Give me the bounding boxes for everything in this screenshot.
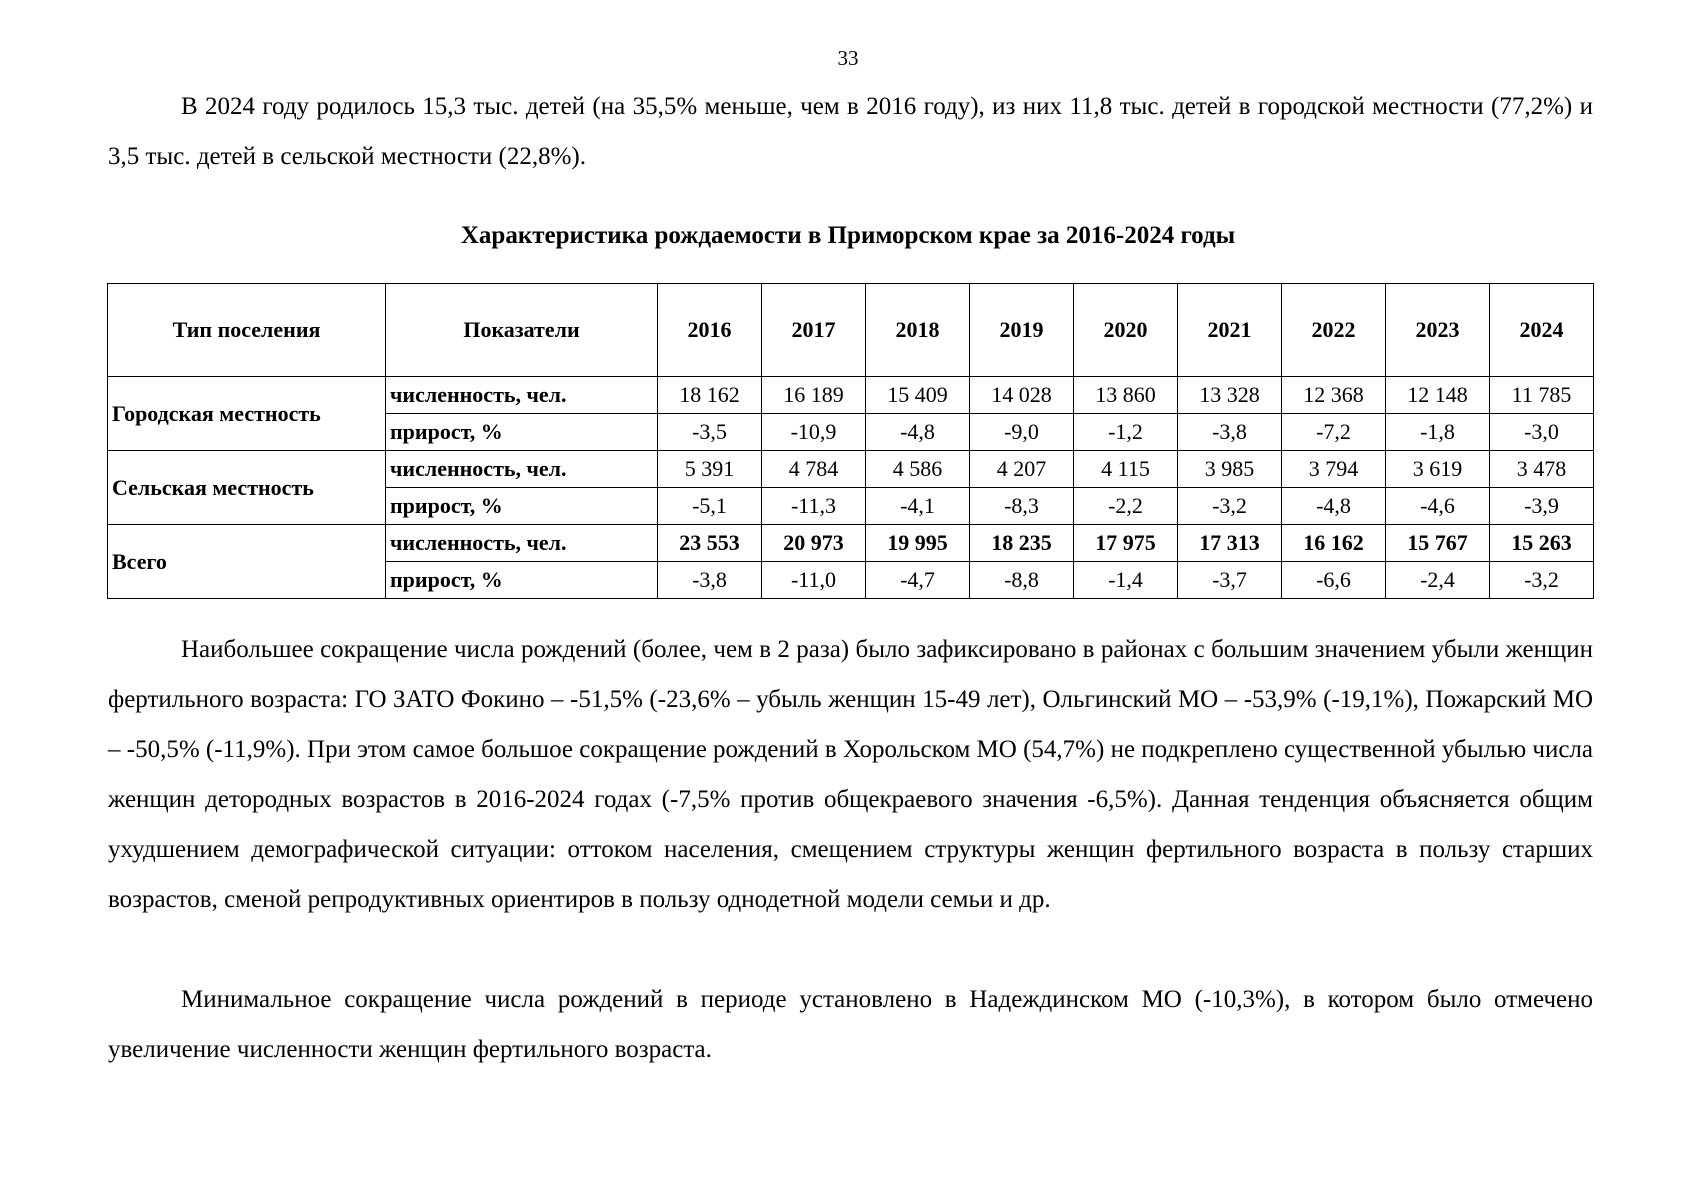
- indicator-growth: прирост, %: [386, 414, 658, 451]
- cell-value: 4 115: [1074, 451, 1178, 488]
- indicator-count: численность, чел.: [386, 377, 658, 414]
- cell-value: -10,9: [762, 414, 866, 451]
- header-year: 2019: [970, 284, 1074, 377]
- cell-value: 3 794: [1282, 451, 1386, 488]
- table-header-row: [108, 284, 1594, 377]
- table-row: [108, 451, 1594, 488]
- cell-value: -3,2: [1490, 562, 1594, 599]
- cell-value: 3 619: [1386, 451, 1490, 488]
- cell-value: 12 368: [1282, 377, 1386, 414]
- indicator-count: численность, чел.: [386, 525, 658, 562]
- header-settlement-type: Тип поселения: [108, 284, 386, 377]
- cell-value: -4,6: [1386, 488, 1490, 525]
- cell-value: 4 784: [762, 451, 866, 488]
- cell-value: -3,5: [658, 414, 762, 451]
- cell-value: -2,2: [1074, 488, 1178, 525]
- cell-value: 15 767: [1386, 525, 1490, 562]
- cell-value: -2,4: [1386, 562, 1490, 599]
- cell-value: 13 860: [1074, 377, 1178, 414]
- cell-value: -3,8: [1178, 414, 1282, 451]
- paragraph-births-2024: В 2024 году родилось 15,3 тыс. детей (на 35,5% меньше, чем в 2016 году), из них 11,8 тыс. детей в городской местности (77,2%) и 3,5 тыс. детей в сельской местности (22,8%).: [108, 93, 1593, 170]
- cell-value: -8,3: [970, 488, 1074, 525]
- cell-value: 16 189: [762, 377, 866, 414]
- cell-value: -4,1: [866, 488, 970, 525]
- header-indicator: Показатели: [386, 284, 658, 377]
- cell-value: 19 995: [866, 525, 970, 562]
- cell-value: 16 162: [1282, 525, 1386, 562]
- header-year: 2017: [762, 284, 866, 377]
- cell-value: 3 478: [1490, 451, 1594, 488]
- table-title: Характеристика рождаемости в Приморском крае за 2016-2024 годы: [460, 222, 1236, 249]
- cell-value: -3,9: [1490, 488, 1594, 525]
- cell-value: -11,3: [762, 488, 866, 525]
- cell-value: 23 553: [658, 525, 762, 562]
- header-year: 2024: [1490, 284, 1594, 377]
- header-year: 2023: [1386, 284, 1490, 377]
- header-year: 2020: [1074, 284, 1178, 377]
- cell-value: 4 586: [866, 451, 970, 488]
- settlement-type-urban: Городская местность: [108, 377, 386, 451]
- cell-value: -4,8: [1282, 488, 1386, 525]
- indicator-growth: прирост, %: [386, 488, 658, 525]
- header-year: 2016: [658, 284, 762, 377]
- cell-value: 5 391: [658, 451, 762, 488]
- cell-value: -1,2: [1074, 414, 1178, 451]
- paragraph-largest-decline: Наибольшее сокращение числа рождений (более, чем в 2 раза) было зафиксировано в районах с большим значением убыли женщин фертильного возраста: ГО ЗАТО Фокино – -51,5% (-23,6% – убыль женщин 15-49 лет), Ольгинский МО – -53,9% (-19,1%), Пожарский МО – -50,5% (-11,9%). При этом самое большое сокращение рождений в Хорольском МО (54,7%) не подкреплено существенной убылью числа женщин детородных возрастов в 2016-2024 годах (-7,5% против общекраевого значения -6,5%). Данная тенденция объясняется общим ухудшением демографической ситуации: оттоком населения, смещением структуры женщин фертильного возраста в пользу старших возрастов, сменой репродуктивных ориентиров в пользу однодетной модели семьи и др.: [108, 636, 1593, 913]
- cell-value: -8,8: [970, 562, 1074, 599]
- cell-value: -5,1: [658, 488, 762, 525]
- header-year: 2021: [1178, 284, 1282, 377]
- cell-value: 15 263: [1490, 525, 1594, 562]
- birth-rate-table: [107, 283, 1594, 599]
- cell-value: 17 313: [1178, 525, 1282, 562]
- cell-value: 14 028: [970, 377, 1074, 414]
- cell-value: -6,6: [1282, 562, 1386, 599]
- cell-value: 4 207: [970, 451, 1074, 488]
- cell-value: 17 975: [1074, 525, 1178, 562]
- cell-value: -3,2: [1178, 488, 1282, 525]
- indicator-count: численность, чел.: [386, 451, 658, 488]
- cell-value: 15 409: [866, 377, 970, 414]
- header-year: 2018: [866, 284, 970, 377]
- cell-value: -1,8: [1386, 414, 1490, 451]
- cell-value: 11 785: [1490, 377, 1594, 414]
- cell-value: -3,8: [658, 562, 762, 599]
- cell-value: 12 148: [1386, 377, 1490, 414]
- table-row: [108, 525, 1594, 562]
- cell-value: -1,4: [1074, 562, 1178, 599]
- cell-value: -3,7: [1178, 562, 1282, 599]
- cell-value: -3,0: [1490, 414, 1594, 451]
- indicator-growth: прирост, %: [386, 562, 658, 599]
- header-year: 2022: [1282, 284, 1386, 377]
- cell-value: -4,7: [866, 562, 970, 599]
- cell-value: 18 162: [658, 377, 762, 414]
- cell-value: -7,2: [1282, 414, 1386, 451]
- cell-value: -11,0: [762, 562, 866, 599]
- paragraph-minimal-decline: Минимальное сокращение числа рождений в периоде установлено в Надеждинском МО (-10,3%), в котором было отмечено увеличение численности женщин фертильного возраста.: [108, 986, 1593, 1063]
- settlement-type-rural: Сельская местность: [108, 451, 386, 525]
- cell-value: 3 985: [1178, 451, 1282, 488]
- cell-value: 18 235: [970, 525, 1074, 562]
- cell-value: -4,8: [866, 414, 970, 451]
- settlement-type-total: Всего: [108, 525, 386, 599]
- cell-value: 20 973: [762, 525, 866, 562]
- table-row: [108, 377, 1594, 414]
- cell-value: -9,0: [970, 414, 1074, 451]
- cell-value: 13 328: [1178, 377, 1282, 414]
- page-number: 33: [837, 46, 859, 70]
